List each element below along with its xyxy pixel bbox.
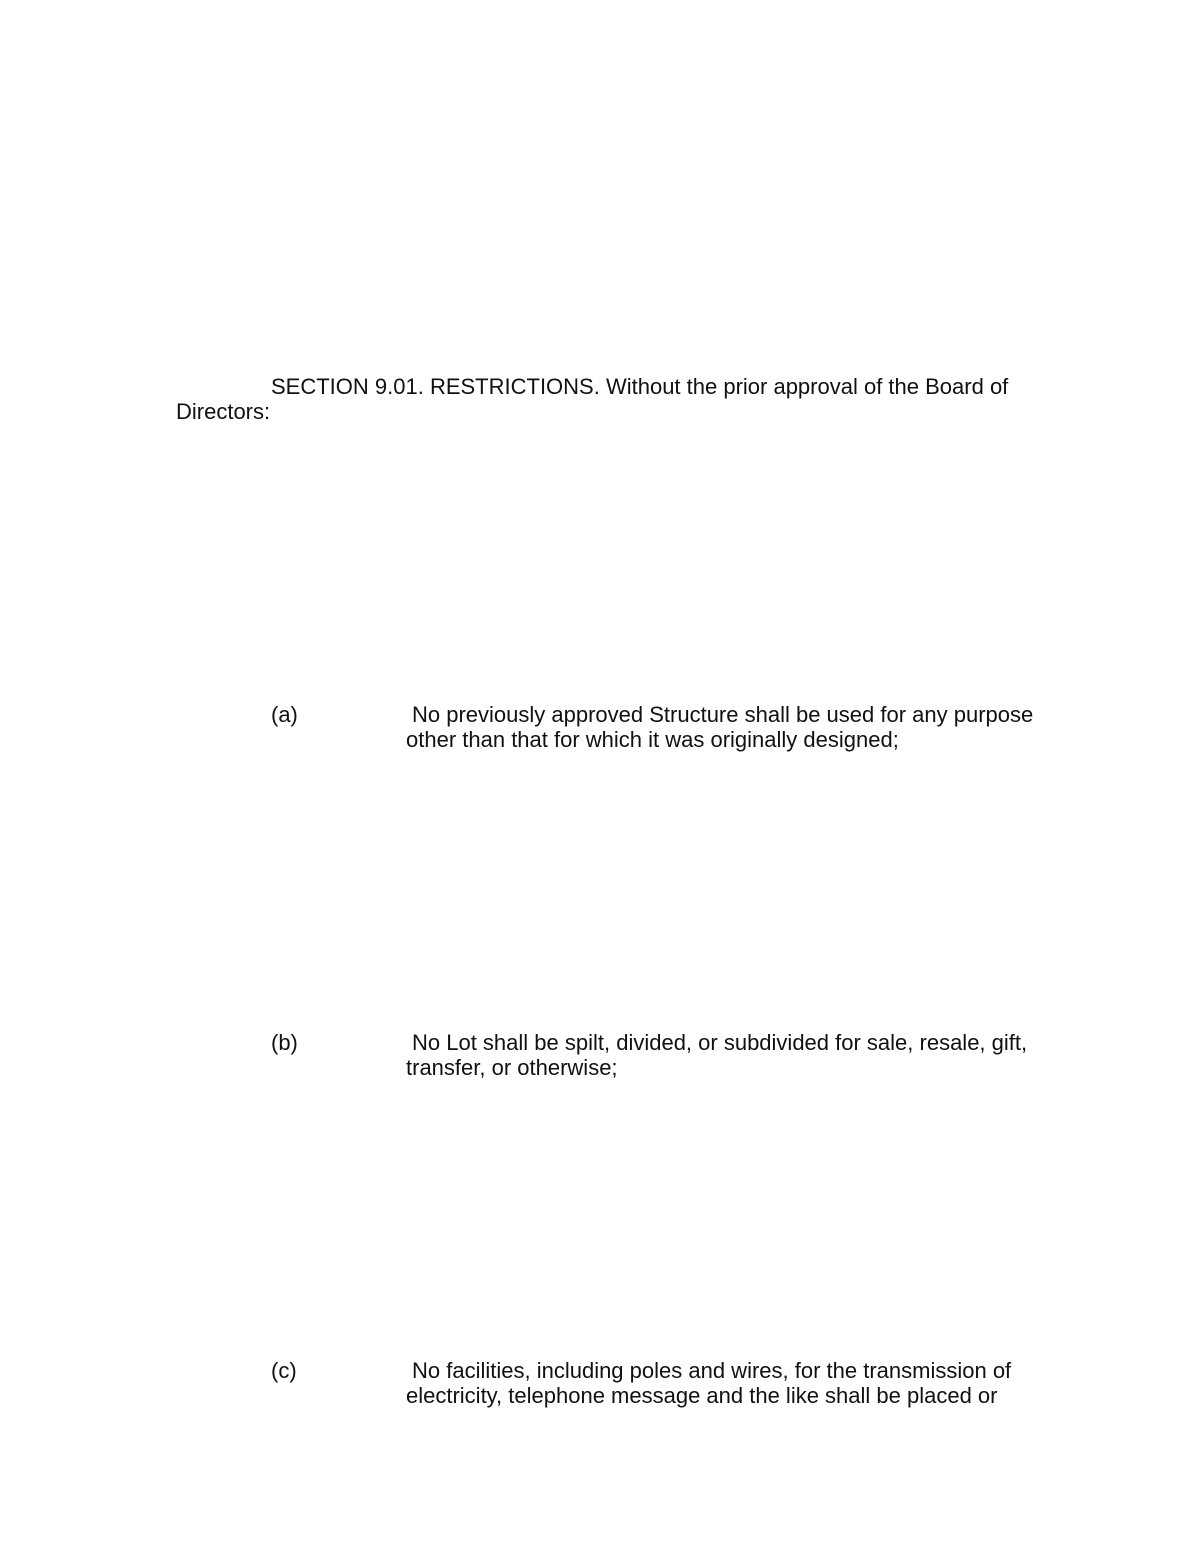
item-text: No facilities, including poles and wires, for the transmission of electricity, telephone message and the like shall be placed or: [406, 1358, 1012, 1408]
item-label: (b): [271, 1030, 298, 1055]
item-text: No Lot shall be spilt, divided, or subdivided for sale, resale, gift, transfer, or otherwise;: [406, 1030, 1028, 1080]
section-heading: SECTION 9.01. RESTRICTIONS. Without the prior approval of the Board of Directors:: [176, 374, 1009, 424]
item-text: No previously approved Structure shall be used for any purpose other than that for which it was originally designed;: [406, 702, 1034, 752]
item-label: (c): [271, 1358, 297, 1383]
item-label: (a): [271, 702, 298, 727]
